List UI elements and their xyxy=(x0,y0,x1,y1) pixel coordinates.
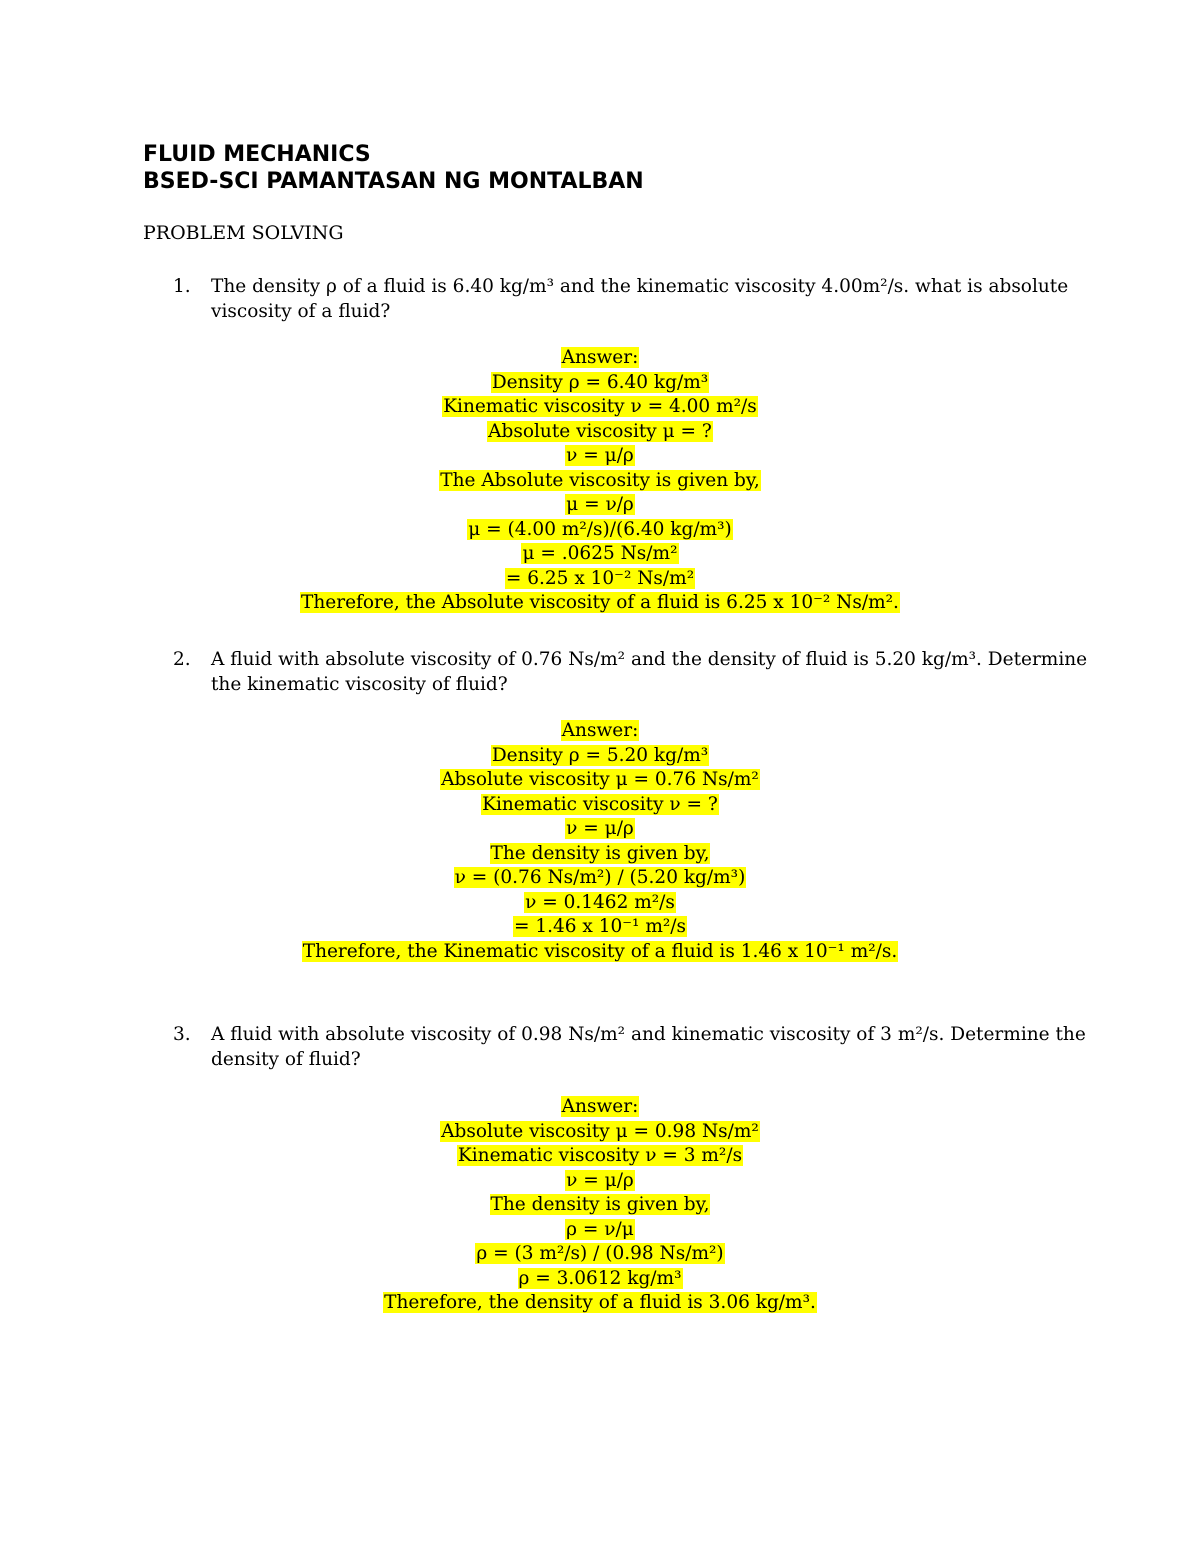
answer-line: Answer: xyxy=(561,720,639,741)
answer-line: The density is given by, xyxy=(490,1194,710,1215)
answer-line: ν = 0.1462 m²/s xyxy=(525,891,675,913)
answer-line: ν = μ/ρ xyxy=(566,445,634,466)
problem-question: A fluid with absolute viscosity of 0.98 Ns/m² and kinematic viscosity of 3 m²/s. Determine the density of fluid? xyxy=(211,1024,1086,1070)
answer-line: Density ρ = 6.40 kg/m³ xyxy=(491,371,709,393)
answer-line: Kinematic viscosity ν = 3 m²/s xyxy=(457,1145,743,1166)
answer-line: ν = μ/ρ xyxy=(566,1169,634,1191)
answer-block-2 xyxy=(0,719,1200,964)
answer-line: Absolute viscosity μ = ? xyxy=(488,420,712,442)
answer-line: The density is given by, xyxy=(490,842,710,864)
problem-number: 3. xyxy=(173,1024,191,1045)
problem-number: 2. xyxy=(173,649,191,670)
answer-line: = 6.25 x 10⁻² Ns/m² xyxy=(505,567,695,589)
answer-line: μ = (4.00 m²/s)/(6.40 kg/m³) xyxy=(468,518,732,540)
answer-line: ρ = (3 m²/s) / (0.98 Ns/m²) xyxy=(476,1243,724,1264)
problem-question: A fluid with absolute viscosity of 0.76 Ns/m² and the density of fluid is 5.20 kg/m³. Determine the kinematic viscosity of fluid? xyxy=(211,649,1088,695)
answer-line: μ = ν/ρ xyxy=(566,494,634,515)
course-title: FLUID MECHANICS xyxy=(143,142,371,167)
answer-conclusion: Therefore, the Kinematic viscosity of a fluid is 1.46 x 10⁻¹ m²/s. xyxy=(302,940,898,962)
section-heading: PROBLEM SOLVING xyxy=(143,222,344,244)
answer-line: Answer: xyxy=(561,347,639,368)
answer-line: μ = .0625 Ns/m² xyxy=(522,543,678,564)
answer-line: ν = μ/ρ xyxy=(566,818,634,839)
answer-conclusion: Therefore, the Absolute viscosity of a fluid is 6.25 x 10⁻² Ns/m². xyxy=(301,592,899,613)
answer-line: ν = (0.76 Ns/m²) / (5.20 kg/m³) xyxy=(454,867,746,888)
answer-line: = 1.46 x 10⁻¹ m²/s xyxy=(513,916,687,937)
answer-line: Answer: xyxy=(561,1096,639,1117)
answer-line: Density ρ = 5.20 kg/m³ xyxy=(491,744,709,766)
answer-line: The Absolute viscosity is given by, xyxy=(440,469,760,491)
answer-block-1 xyxy=(0,346,1200,616)
problem-question: The density ρ of a fluid is 6.40 kg/m³ and the kinematic viscosity 4.00m²/s. what is absolute viscosity of a fluid? xyxy=(211,276,1069,322)
answer-line: ρ = ν/μ xyxy=(566,1218,634,1240)
problem-number: 1. xyxy=(173,276,191,297)
answer-line: Absolute viscosity μ = 0.76 Ns/m² xyxy=(441,769,759,790)
answer-block-3 xyxy=(0,1095,1200,1316)
answer-line: Kinematic viscosity ν = 4.00 m²/s xyxy=(443,396,757,417)
answer-line: ρ = 3.0612 kg/m³ xyxy=(518,1267,682,1289)
answer-line: Kinematic viscosity ν = ? xyxy=(482,793,718,815)
answer-line: Absolute viscosity μ = 0.98 Ns/m² xyxy=(441,1120,759,1142)
answer-conclusion: Therefore, the density of a fluid is 3.06 kg/m³. xyxy=(384,1292,816,1313)
school-title: BSED-SCI PAMANTASAN NG MONTALBAN xyxy=(143,169,644,194)
